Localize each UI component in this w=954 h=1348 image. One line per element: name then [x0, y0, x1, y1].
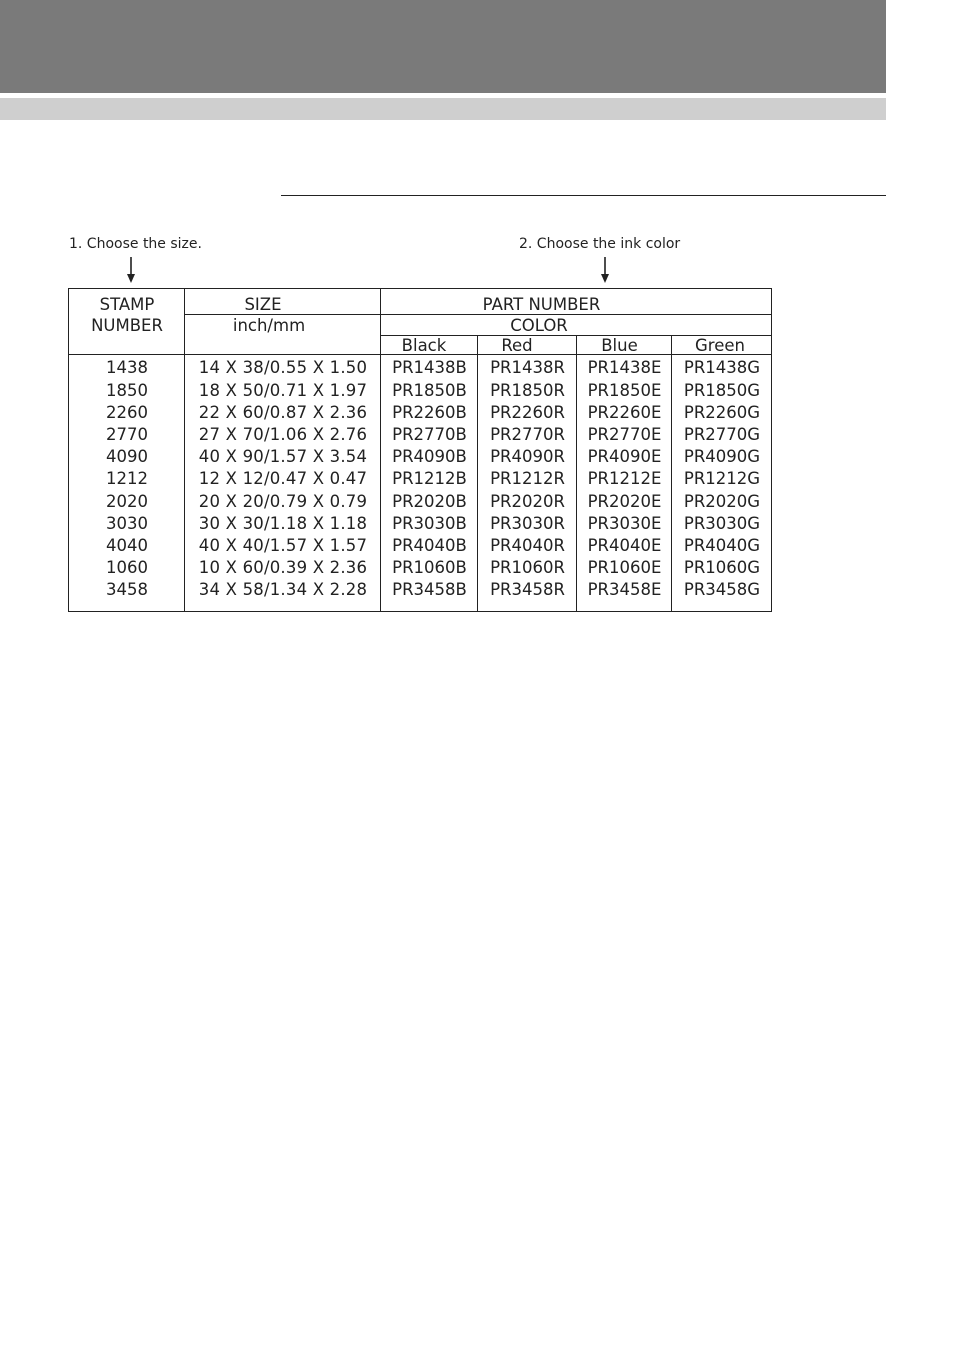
part-number-blue: PR1060E: [587, 558, 662, 577]
step-choose-ink-color: 2. Choose the ink color: [519, 236, 681, 252]
stamp-number: 1212: [106, 469, 148, 488]
part-number-blue: PR3030E: [587, 514, 662, 533]
stamp-number: 3458: [106, 580, 148, 599]
size-value: 40 X 90/1.57 X 3.54: [198, 447, 368, 466]
size-value: 27 X 70/1.06 X 2.76: [198, 425, 368, 444]
down-arrow-icon: [600, 257, 610, 283]
part-number-green: PR4040G: [683, 536, 761, 555]
part-number-blue: PR2020E: [587, 492, 662, 511]
size-value: 34 X 58/1.34 X 2.28: [198, 580, 368, 599]
part-number-blue: PR4090E: [587, 447, 662, 466]
part-number-blue: PR1212E: [587, 469, 662, 488]
header-stamp: STAMP: [99, 295, 155, 314]
stamp-number: 1850: [106, 381, 148, 400]
part-number-green: PR2020G: [683, 492, 761, 511]
size-value: 14 X 38/0.55 X 1.50: [198, 358, 368, 377]
part-number-green: PR1060G: [683, 558, 761, 577]
header-size-units: inch/mm: [232, 316, 306, 335]
part-number-table: [68, 288, 772, 612]
part-number-red: PR3030R: [490, 514, 565, 533]
part-number-red: PR4040R: [490, 536, 565, 555]
size-value: 40 X 40/1.57 X 1.57: [198, 536, 368, 555]
part-number-red: PR2260R: [490, 403, 565, 422]
stamp-number: 1060: [106, 558, 148, 577]
header-color-blue: Blue: [601, 336, 638, 355]
part-number-black: PR2020B: [392, 492, 467, 511]
part-number-black: PR2260B: [392, 403, 467, 422]
stamp-number: 2770: [106, 425, 148, 444]
stamp-number: 2260: [106, 403, 148, 422]
part-number-black: PR1212B: [392, 469, 467, 488]
down-arrow-icon: [126, 257, 136, 283]
section-rule: [281, 195, 886, 196]
part-number-black: PR1060B: [392, 558, 467, 577]
header-color-black: Black: [401, 336, 447, 355]
part-number-blue: PR2770E: [587, 425, 662, 444]
header-part-number: PART NUMBER: [482, 295, 601, 314]
part-number-black: PR1850B: [392, 381, 467, 400]
part-number-blue: PR1438E: [587, 358, 662, 377]
part-number-black: PR4040B: [392, 536, 467, 555]
part-number-green: PR2260G: [683, 403, 761, 422]
header-color-green: Green: [695, 336, 745, 355]
sub-band: [0, 98, 886, 120]
header-size: SIZE: [244, 295, 282, 314]
part-number-red: PR1850R: [490, 381, 565, 400]
size-value: 18 X 50/0.71 X 1.97: [198, 381, 368, 400]
part-number-black: PR3458B: [392, 580, 467, 599]
part-number-red: PR1438R: [490, 358, 565, 377]
stamp-number: 3030: [106, 514, 148, 533]
header-color-red: Red: [501, 336, 533, 355]
part-number-green: PR2770G: [683, 425, 761, 444]
stamp-number: 4090: [106, 447, 148, 466]
header-number: NUMBER: [91, 316, 163, 335]
size-value: 20 X 20/0.79 X 0.79: [198, 492, 368, 511]
header-band: [0, 0, 886, 93]
part-number-green: PR3030G: [683, 514, 761, 533]
stamp-number: 2020: [106, 492, 148, 511]
part-number-blue: PR2260E: [587, 403, 662, 422]
part-number-green: PR3458G: [683, 580, 761, 599]
part-number-red: PR2020R: [490, 492, 565, 511]
part-number-red: PR3458R: [490, 580, 565, 599]
part-number-red: PR1060R: [490, 558, 565, 577]
part-number-green: PR1212G: [683, 469, 761, 488]
stamp-number: 4040: [106, 536, 148, 555]
step-choose-size: 1. Choose the size.: [69, 236, 202, 252]
part-number-blue: PR3458E: [587, 580, 662, 599]
part-number-black: PR4090B: [392, 447, 467, 466]
part-number-black: PR2770B: [392, 425, 467, 444]
part-number-red: PR2770R: [490, 425, 565, 444]
part-number-green: PR1850G: [683, 381, 761, 400]
part-number-blue: PR4040E: [587, 536, 662, 555]
part-number-black: PR3030B: [392, 514, 467, 533]
part-number-blue: PR1850E: [587, 381, 662, 400]
size-value: 22 X 60/0.87 X 2.36: [198, 403, 368, 422]
part-number-red: PR1212R: [490, 469, 565, 488]
part-number-green: PR1438G: [683, 358, 761, 377]
size-value: 30 X 30/1.18 X 1.18: [198, 514, 368, 533]
stamp-number: 1438: [106, 358, 148, 377]
header-color: COLOR: [510, 316, 568, 335]
size-value: 12 X 12/0.47 X 0.47: [198, 469, 368, 488]
part-number-red: PR4090R: [490, 447, 565, 466]
part-number-green: PR4090G: [683, 447, 761, 466]
size-value: 10 X 60/0.39 X 2.36: [198, 558, 368, 577]
part-number-black: PR1438B: [392, 358, 467, 377]
